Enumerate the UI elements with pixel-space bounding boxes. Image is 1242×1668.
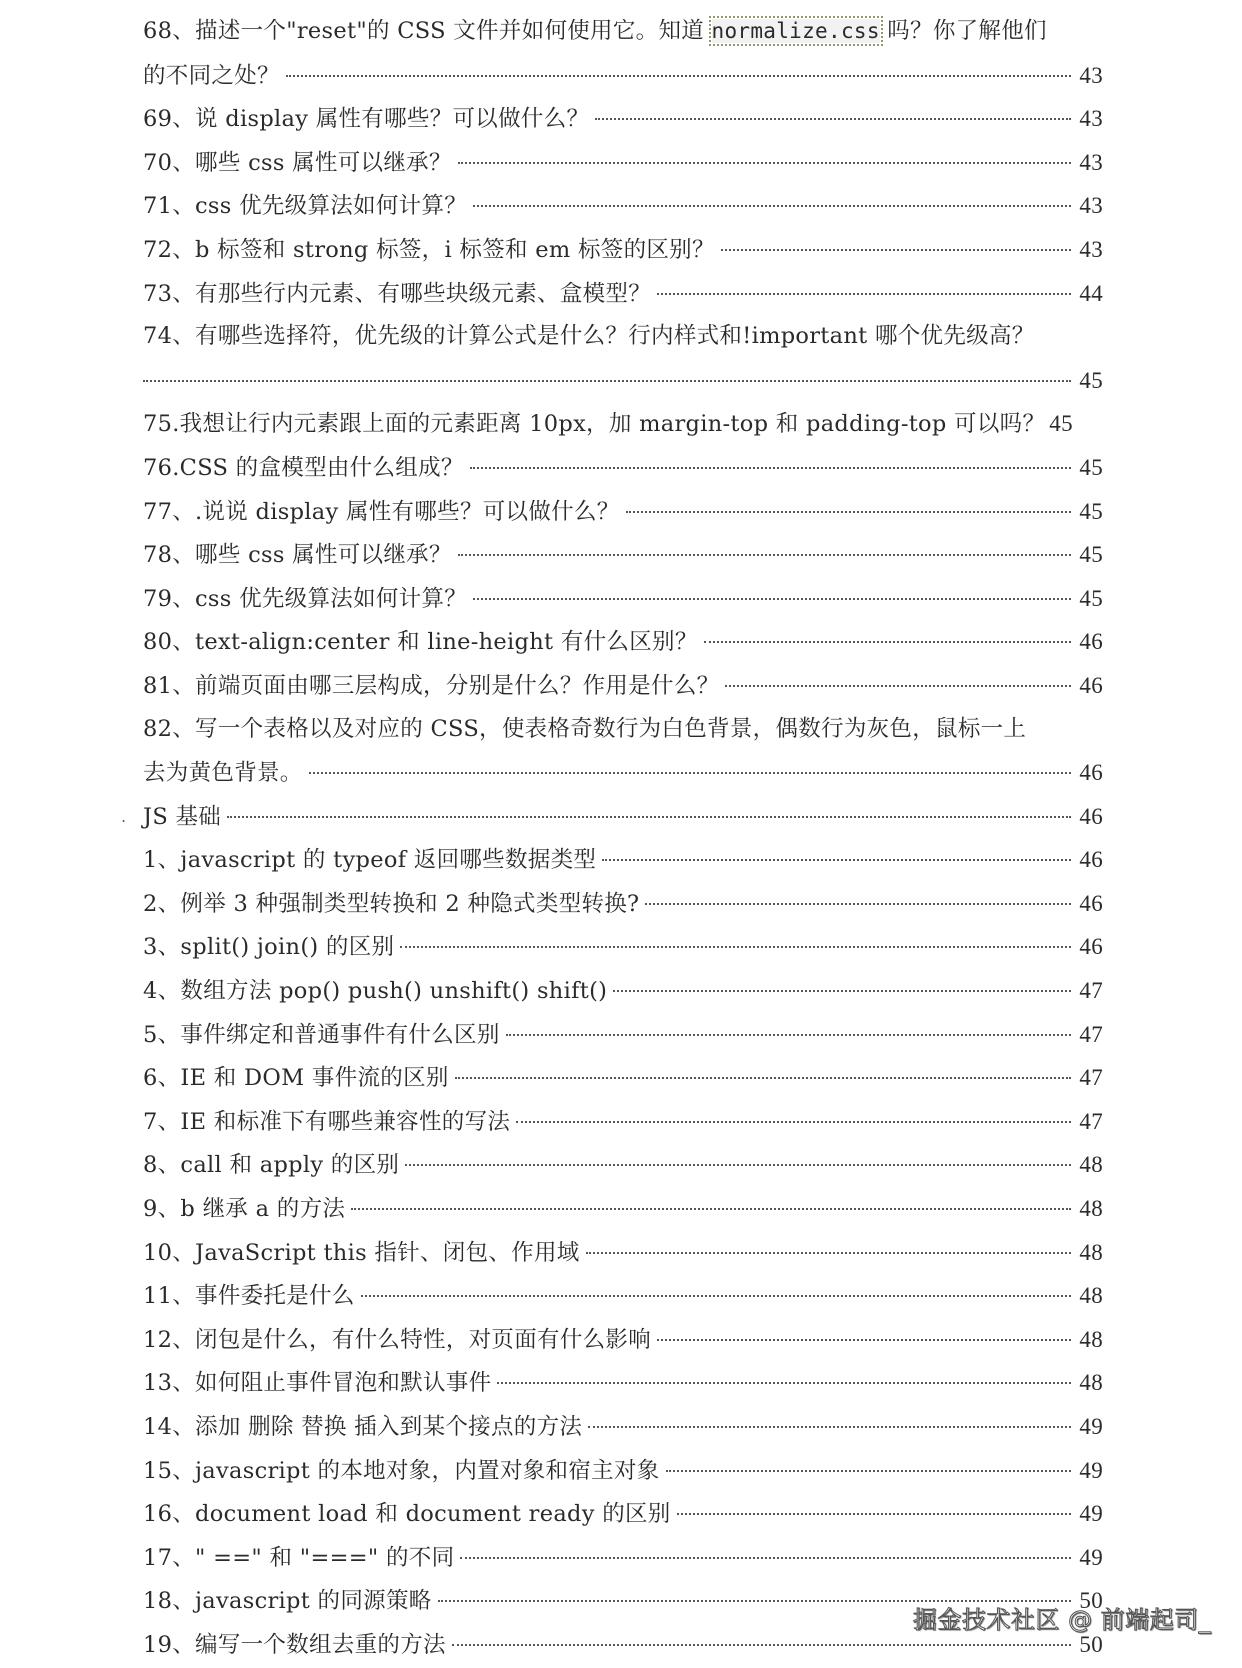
toc-entry-76[interactable]: [143, 446, 1103, 490]
toc-page-number: 47: [1079, 1021, 1103, 1047]
dot-leader: [677, 1513, 1071, 1515]
toc-page-number: 46: [1079, 803, 1103, 829]
toc-entry-js-15[interactable]: [143, 1449, 1103, 1493]
toc-entry-text: 15、javascript 的本地对象，内置对象和宿主对象: [143, 1457, 660, 1484]
toc-entry-js-4[interactable]: [143, 969, 1103, 1013]
toc-entry-text: 69、说 display 属性有哪些？可以做什么？: [143, 106, 590, 133]
toc-entry-js-11[interactable]: [143, 1274, 1103, 1318]
dot-leader: [143, 380, 1071, 382]
toc-entry-75[interactable]: [143, 402, 1103, 446]
dot-leader: [645, 903, 1071, 905]
toc-entry-text: 16、document load 和 document ready 的区别: [143, 1501, 671, 1528]
toc-entry-text: 2、例举 3 种强制类型转换和 2 种隐式类型转换?: [143, 890, 640, 917]
toc-page-number: 43: [1079, 193, 1103, 219]
toc-entry-text: 71、css 优先级算法如何计算？: [143, 193, 468, 220]
toc-entry-71[interactable]: [143, 184, 1103, 228]
toc-entry-js-5[interactable]: [143, 1013, 1103, 1057]
toc-entry-text: 82、写一个表格以及对应的 CSS，使表格奇数行为白色背景，偶数行为灰色，鼠标一上: [143, 715, 1027, 742]
toc-page-number: 44: [1079, 280, 1103, 306]
toc-entry-js-2[interactable]: [143, 882, 1103, 926]
toc-page-number: 49: [1079, 1414, 1103, 1439]
toc-entry-text: 70、哪些 css 属性可以继承？: [143, 149, 452, 176]
dot-leader: [452, 1644, 1071, 1646]
toc-entry-js-10[interactable]: [143, 1231, 1103, 1275]
dot-leader: [588, 1426, 1071, 1428]
watermark: 掘金技术社区 @ 前端起司_: [913, 1606, 1212, 1634]
dot-leader: [458, 554, 1071, 556]
toc-entry-77[interactable]: [143, 490, 1103, 534]
toc-entry-text: 8、call 和 apply 的区别: [143, 1152, 400, 1179]
toc-page-number: 46: [1079, 934, 1103, 960]
toc-entry-text: 7、IE 和标准下有哪些兼容性的写法: [143, 1108, 511, 1135]
toc-page-number: 47: [1079, 1108, 1103, 1134]
dot-leader: [595, 118, 1071, 120]
toc-entry-text: 的不同之处？: [143, 62, 280, 89]
dot-leader: [361, 1295, 1071, 1297]
toc-entry-text: 78、哪些 css 属性可以继承？: [143, 542, 452, 569]
toc-entry-text: 68、描述一个"reset"的 CSS 文件并如何使用它。知道 normalize.css 吗？你了解他们: [143, 18, 1047, 44]
dot-leader: [657, 293, 1071, 295]
toc-entry-69[interactable]: [143, 97, 1103, 141]
toc-page-number: 46: [1079, 760, 1103, 786]
toc-entry-text: 74、有哪些选择符，优先级的计算公式是什么？行内样式和!important 哪个优先级高？: [143, 323, 1035, 350]
toc-entry-js-16[interactable]: [143, 1492, 1103, 1536]
toc-entry-js-9[interactable]: [143, 1187, 1103, 1231]
toc-page-number: 46: [1079, 890, 1103, 916]
dot-leader: [613, 990, 1071, 992]
toc-page-number: 45: [1079, 367, 1103, 393]
dot-leader: [626, 511, 1071, 513]
toc-page-number: 45: [1079, 542, 1103, 568]
toc-page-number: 45: [1079, 498, 1103, 524]
toc-entry-js-7[interactable]: [143, 1100, 1103, 1144]
toc-entry-82-line2[interactable]: [143, 751, 1103, 795]
toc-entry-text: 4、数组方法 pop() push() unshift() shift(): [143, 978, 608, 1005]
dot-leader: [400, 946, 1071, 948]
toc-entry-74-line1[interactable]: [143, 315, 1103, 359]
toc-entry-js-14[interactable]: [143, 1405, 1103, 1449]
toc-entry-text: 9、b 继承 a 的方法: [143, 1196, 346, 1223]
highlighted-term[interactable]: normalize.css: [711, 19, 880, 43]
dot-leader: [497, 1382, 1071, 1384]
toc-entry-73[interactable]: [143, 272, 1103, 316]
dot-leader: [458, 162, 1071, 164]
toc-entry-text: 72、b 标签和 strong 标签，i 标签和 em 标签的区别？: [143, 236, 715, 263]
toc-entry-text: 73、有那些行内元素、有哪些块级元素、盒模型？: [143, 280, 652, 307]
toc-entry-text: 去为黄色背景。: [143, 760, 303, 787]
dot-leader: [516, 1121, 1071, 1123]
toc-entry-79[interactable]: [143, 577, 1103, 621]
toc-entry-js-17[interactable]: [143, 1536, 1103, 1580]
toc-page-number: 49: [1079, 1544, 1103, 1570]
dot-leader: [286, 75, 1071, 77]
toc-entry-text: 77、.说说 display 属性有哪些？可以做什么？: [143, 498, 620, 525]
toc-page-number: 50: [1079, 1631, 1103, 1657]
dot-leader: [666, 1470, 1071, 1472]
dot-leader: [227, 816, 1071, 818]
dot-leader: [405, 1164, 1071, 1166]
toc-entry-74-line2[interactable]: [143, 359, 1103, 403]
dot-leader: [460, 1557, 1071, 1559]
toc-page-number: 46: [1079, 672, 1103, 698]
toc-page-number: 43: [1079, 236, 1103, 262]
dot-leader: [473, 598, 1071, 600]
toc-page-number: 48: [1079, 1370, 1103, 1396]
toc-section-title: JS 基础: [143, 803, 222, 830]
toc-entry-text: 13、如何阻止事件冒泡和默认事件: [143, 1370, 492, 1397]
toc-entry-js-12[interactable]: [143, 1318, 1103, 1362]
toc-entry-text: 75.我想让行内元素跟上面的元素距离 10px，加 margin-top 和 padding-top 可以吗？: [143, 411, 1046, 438]
dot-leader: [506, 1034, 1071, 1036]
toc-page-number: 48: [1079, 1196, 1103, 1222]
toc-entry-js-8[interactable]: [143, 1143, 1103, 1187]
toc-entry-text: 18、javascript 的同源策略: [143, 1588, 432, 1615]
toc-entry-text: 80、text-align:center 和 line-height 有什么区别？: [143, 629, 698, 656]
dot-leader: [721, 249, 1071, 251]
toc-page-number: 45: [1049, 411, 1073, 437]
toc-section-js-basics[interactable]: [121, 795, 1103, 839]
toc-page-number: 46: [1079, 629, 1103, 655]
dot-leader: [473, 205, 1071, 207]
dot-leader: [455, 1077, 1071, 1079]
toc-entry-68-line2[interactable]: [143, 54, 1103, 98]
toc-page-number: 45: [1079, 585, 1103, 611]
toc-entry-80[interactable]: [143, 620, 1103, 664]
toc-page-number: 48: [1079, 1326, 1103, 1352]
toc-entry-js-3[interactable]: [143, 925, 1103, 969]
toc-page-number: 49: [1079, 1457, 1103, 1483]
dot-leader: [725, 685, 1071, 687]
dot-leader: [309, 772, 1071, 774]
toc-entry-text: 3、split() join() 的区别: [143, 934, 395, 961]
toc-page-number: 47: [1079, 978, 1103, 1004]
toc-page-number: 48: [1079, 1283, 1103, 1309]
toc-page-number: 45: [1079, 454, 1103, 480]
toc-entry-text: 10、JavaScript this 指针、闭包、作用域: [143, 1239, 580, 1266]
toc-entry-text: 76.CSS 的盒模型由什么组成？: [143, 454, 464, 481]
toc-entry-82-line1[interactable]: [143, 708, 1103, 752]
dot-leader: [602, 859, 1071, 861]
toc-entry-text: 79、css 优先级算法如何计算？: [143, 585, 468, 612]
toc-entry-text: 19、编写一个数组去重的方法: [143, 1631, 446, 1658]
toc-entry-78[interactable]: [143, 533, 1103, 577]
toc-entry-text: 6、IE 和 DOM 事件流的区别: [143, 1065, 449, 1092]
toc-page-number: 48: [1079, 1239, 1103, 1265]
toc-entry-text: 5、事件绑定和普通事件有什么区别: [143, 1021, 500, 1048]
toc-page-number: 43: [1079, 106, 1103, 132]
toc-entry-text: 11、事件委托是什么: [143, 1283, 355, 1310]
dot-leader: [704, 641, 1071, 643]
toc-entry-js-6[interactable]: [143, 1056, 1103, 1100]
toc-entry-text: 14、添加 删除 替换 插入到某个接点的方法: [143, 1414, 583, 1440]
dot-leader: [657, 1339, 1071, 1341]
toc-page-number: 49: [1079, 1501, 1103, 1527]
dot-leader: [470, 467, 1071, 469]
toc-page-number: 43: [1079, 149, 1103, 175]
toc-entry-js-13[interactable]: [143, 1361, 1103, 1405]
toc-entry-81[interactable]: [143, 664, 1103, 708]
toc-page-number: 48: [1079, 1152, 1103, 1178]
toc-entry-68-line1[interactable]: [143, 10, 1103, 54]
dot-leader: [586, 1252, 1071, 1254]
toc-entry-text: 12、闭包是什么，有什么特性，对页面有什么影响: [143, 1326, 652, 1353]
toc-entry-text: 1、javascript 的 typeof 返回哪些数据类型: [143, 847, 597, 874]
toc-page-number: 50: [1079, 1588, 1103, 1614]
section-marker: .: [121, 806, 127, 826]
toc-page-number: 43: [1079, 62, 1103, 88]
toc-page-number: 47: [1079, 1065, 1103, 1091]
toc-entry-text: 17、" ==" 和 "===" 的不同: [143, 1544, 455, 1571]
toc-page-number: 46: [1079, 847, 1103, 873]
dot-leader: [351, 1208, 1071, 1210]
toc-entry-text: 81、前端页面由哪三层构成，分别是什么？作用是什么？: [143, 672, 720, 699]
toc-page: [121, 10, 1103, 1667]
toc-entry-70[interactable]: [143, 141, 1103, 185]
toc-entry-72[interactable]: [143, 228, 1103, 272]
toc-entry-js-1[interactable]: [143, 838, 1103, 882]
